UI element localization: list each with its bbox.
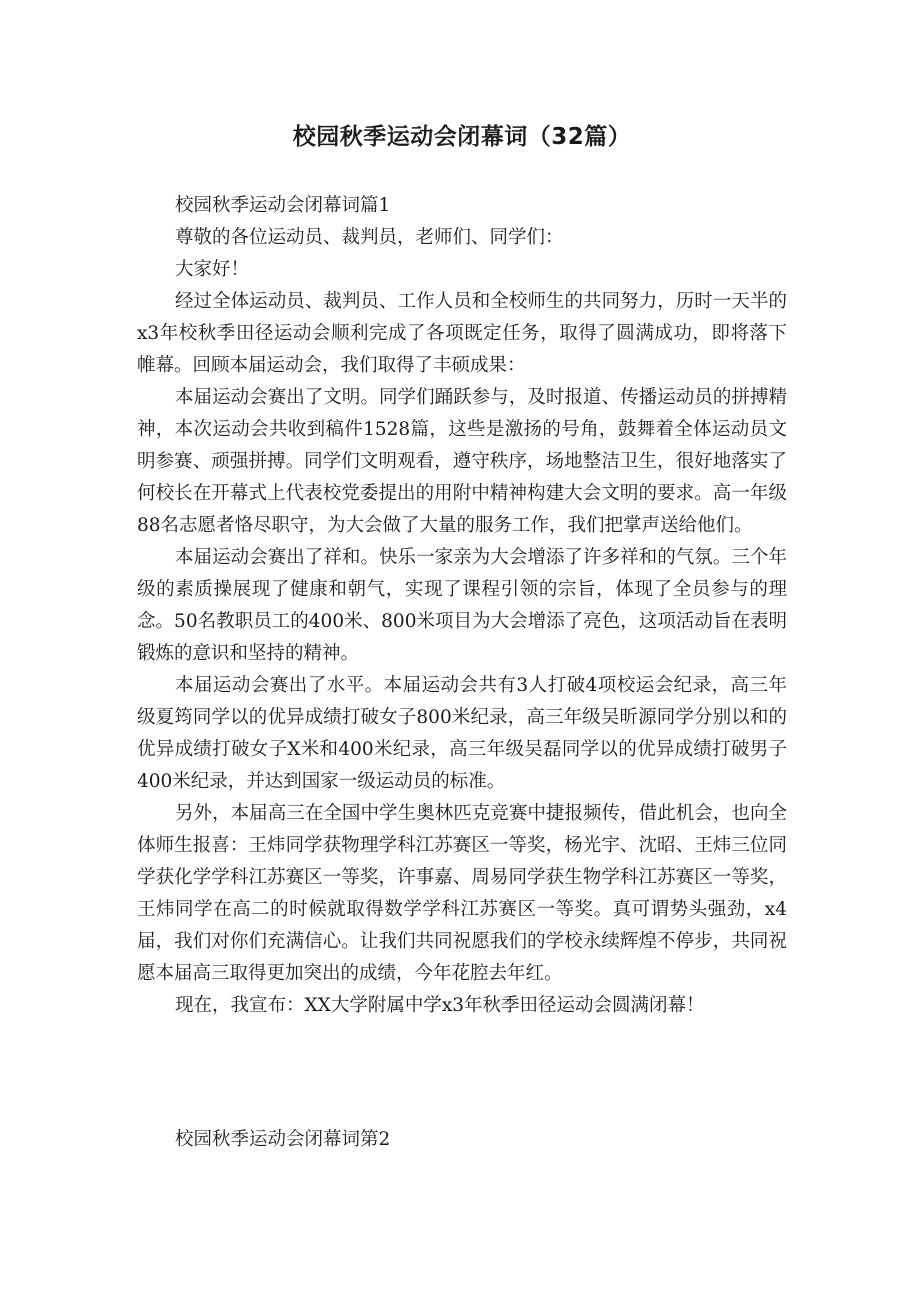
paragraph: 本届运动会赛出了祥和。快乐一家亲为大会增添了许多祥和的气氛。三个年级的素质操展现了健康和朝气，实现了课程引领的宗旨，体现了全员参与的理念。50名教职员工的400米、800米项目为大会增添了亮色，这项活动旨在表明锻炼的意识和坚持的精神。 — [137, 547, 787, 664]
paragraph: 经过全体运动员、裁判员、工作人员和全校师生的共同努力，历时一天半的x3年校秋季田径运动会顺利完成了各项既定任务，取得了圆满成功，即将落下帷幕。回顾本届运动会，我们取得了丰硕成果： — [137, 291, 787, 376]
section-heading: 校园秋季运动会闭幕词篇1 — [175, 195, 391, 216]
paragraph: 本届运动会赛出了文明。同学们踊跃参与，及时报道、传播运动员的拼搏精神，本次运动会共收到稿件1528篇，这些是激扬的号角，鼓舞着全体运动员文明参赛、顽强拼搏。同学们文明观看，遵守秩序，场地整洁卫生，很好地落实了何校长在开幕式上代表校党委提出的用附中精神构建大会文明的要求。高一年级88名志愿者恪尽职守，为大会做了大量的服务工作，我们把掌声送给他们。 — [137, 387, 787, 536]
salutation: 尊敬的各位运动员、裁判员，老师们、同学们： — [175, 227, 564, 248]
greeting: 大家好！ — [175, 259, 250, 280]
closing-declaration: 现在，我宣布：XX大学附属中学x3年秋季田径运动会圆满闭幕！ — [175, 995, 705, 1016]
document-body — [137, 190, 787, 1022]
section-heading-2: 校园秋季运动会闭幕词第2 — [175, 1129, 391, 1150]
paragraph: 另外，本届高三在全国中学生奥林匹克竞赛中捷报频传，借此机会，也向全体师生报喜：王炜同学获物理学科江苏赛区一等奖，杨光宇、沈昭、王炜三位同学获化学学科江苏赛区一等奖，许事嘉、周易同学获生物学科江苏赛区一等奖，王炜同学在高二的时候就取得数学学科江苏赛区一等奖。真可谓势头强劲，x4届，我们对你们充满信心。让我们共同祝愿我们的学校永续辉煌不停步，共同祝愿本届高三取得更加突出的成绩，今年花腔去年红。 — [137, 803, 787, 984]
paragraph: 本届运动会赛出了水平。本届运动会共有3人打破4项校运会纪录，高三年级夏筠同学以的优异成绩打破女子800米纪录，高三年级吴昕源同学分别以和的优异成绩打破女子X米和400米纪录，高三年级吴磊同学以的优异成绩打破男子400米纪录，并达到国家一级运动员的标准。 — [137, 675, 787, 792]
document-title: 校园秋季运动会闭幕词（32篇） — [292, 124, 632, 150]
